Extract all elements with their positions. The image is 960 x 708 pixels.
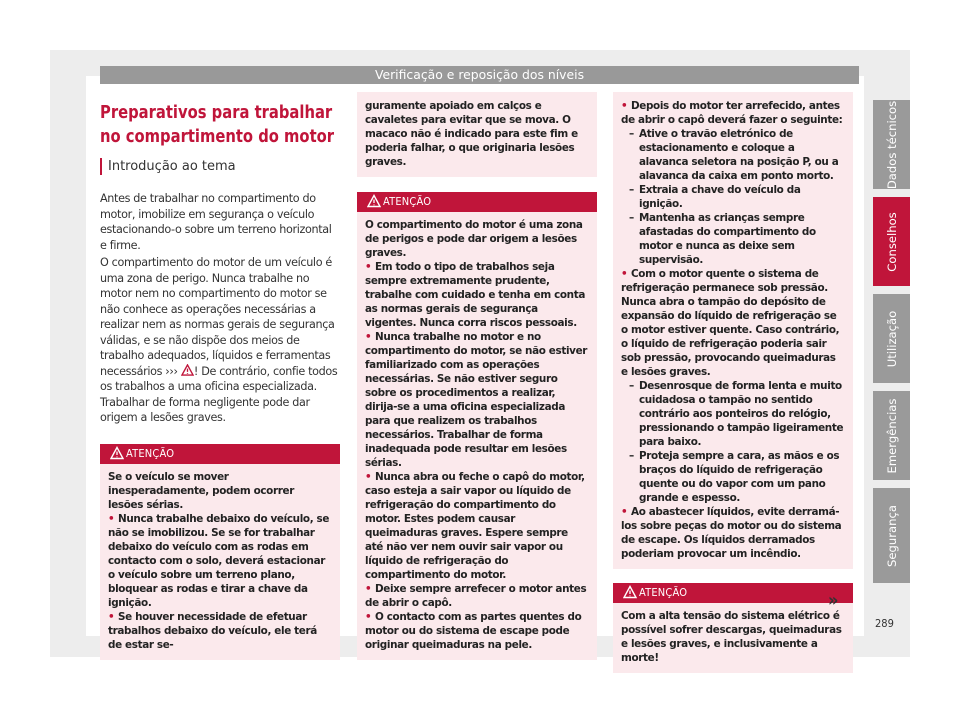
column-3 [613, 92, 853, 673]
intro-p2-text: O compartimento do motor de um veículo é uma zona de perigo. Nunca trabalhe no motor nem no compartimento do motor se não conhece as operações necessárias a realizar nem as normas gerais de segurança válidas, e se não dispõe dos meios de trabalho adequados, líquidos e ferramentas necessários [100, 256, 335, 378]
dash-icon: – [629, 212, 634, 224]
warning-item [365, 582, 589, 610]
tab-label: Conselhos [884, 211, 899, 272]
continuation-text: guramente apoiado em calços e cavaletes para evitar que se mova. O macaco não é indicado para este fim e poderia falhar, o que originaria lesões graves. [365, 100, 578, 168]
subitem-text: Extraia a chave do veículo da ignição. [639, 184, 801, 210]
bullet-icon: • [365, 611, 372, 623]
intro-paragraph-1: Antes de trabalhar no compartimento do motor, imobilize em segurança o veículo estacionando-o sobre um terreno horizontal e firme. [100, 192, 332, 252]
warning-item [365, 260, 589, 330]
bullet-icon: • [621, 268, 628, 280]
warning-subitem [621, 379, 845, 449]
bullet-icon: • [365, 471, 372, 483]
subitem-text: Proteja sempre a cara, as mãos e os braços do líquido de refrigeração quente ou do vapor com um pano grande e espesso. [639, 450, 840, 504]
subitem-text: Ative o travão eletrónico de estacionamento e coloque a alavanca seletora na posição P, ou a alavanca da caixa em ponto morto. [639, 128, 839, 182]
warning-item-text: Depois do motor ter arrefecido, antes de abrir o capô deverá fazer o seguinte: [621, 100, 843, 126]
warning-label: ATENÇÃO [383, 195, 432, 208]
warning-item-text: Ao abastecer líquidos, evite derramá-los sobre peças do motor ou do sistema de escape. Os líquidos derramados poderiam provocar um incêndio. [621, 506, 842, 560]
warning-triangle-icon [181, 364, 194, 376]
bullet-icon: • [365, 583, 372, 595]
bullet-icon: • [365, 331, 372, 343]
warning-item [621, 99, 845, 127]
warning-subitem [621, 211, 845, 267]
column-1 [100, 92, 340, 660]
warning-item-text: Com o motor quente o sistema de refrigeração permanece sob pressão. Nunca abra o tampão do depósito de expansão do líquido de refrigeração se o motor estiver quente. Caso contrário, o líquido de refrigeração poderia sair sob pressão, provocando queimaduras e lesões graves. [621, 268, 840, 378]
section-title-text: Preparativos para trabalhar no compartimento do motor [100, 102, 335, 147]
warning-item-text: Nunca trabalhe no motor e no compartimento do motor, se não estiver familiarizado com as operações necessárias. Se não estiver seguro sobre os procedimentos a realizar, dirija-se a uma oficina especializada para que realizem os trabalhos necessários. Trabalhar de forma inadequada pode resultar em lesões sérias. [365, 331, 588, 469]
tab-conselhos[interactable] [873, 197, 910, 286]
warning-item-text: Nunca trabalhe debaixo do veículo, se não se imobilizou. Se se for trabalhar debaixo do veículo com as rodas em contacto com o solo, deverá estacionar o veículo sobre um terreno plano, bloquear as rodas e tirar a chave da ignição. [108, 512, 330, 609]
subtitle-text: Introdução ao tema [108, 159, 236, 174]
warning-box-3 [613, 583, 853, 673]
warning-header [100, 444, 340, 464]
warning-label: ATENÇÃO [639, 586, 688, 599]
warning-item-text: Em todo o tipo de trabalhos seja sempre extremamente prudente, trabalhe com cuidado e tenha em conta as normas gerais de segurança vigentes. Nunca corra riscos pessoais. [365, 261, 585, 329]
dash-icon: – [629, 128, 634, 140]
tab-label: Dados técnicos [884, 100, 899, 189]
warning-continuation [613, 92, 853, 569]
warning-item [365, 610, 589, 652]
continue-arrow-icon: » [828, 590, 839, 611]
bullet-icon: • [621, 506, 628, 518]
bullet-icon: • [108, 610, 115, 623]
column-2 [357, 92, 597, 660]
warning-item [621, 505, 845, 561]
tab-label: Utilização [884, 310, 899, 367]
bullet-icon: • [621, 100, 628, 112]
warning-subitem [621, 449, 845, 505]
warning-body [100, 464, 340, 660]
bullet-icon: • [365, 261, 372, 273]
warning-item [108, 610, 332, 652]
tab-label: Segurança [884, 504, 899, 567]
warning-body [357, 212, 597, 660]
intro-p2-tail: ! De contrário, confie todos os trabalhos a uma oficina especializada. Trabalhar de forma negligente pode dar origem a lesões graves. [100, 364, 338, 424]
dash-icon: – [629, 184, 634, 196]
warning-subitem [621, 127, 845, 183]
dash-icon: – [629, 380, 634, 392]
warning-lead: Se o veículo se mover inesperadamente, podem ocorrer lesões sérias. [108, 470, 294, 511]
tab-utilizacao[interactable] [873, 294, 910, 383]
warning-text: Com a alta tensão do sistema elétrico é possível sofrer descargas, queimaduras e lesões graves, e inclusivamente a morte! [621, 610, 842, 664]
reference-arrow[interactable]: ››› [165, 364, 178, 378]
warning-box-2 [357, 192, 597, 660]
warning-item-text: Nunca abra ou feche o capô do motor, caso esteja a sair vapor ou líquido de refrigeração do compartimento do motor. Estes podem causar queimaduras graves. Espere sempre até não ver nem ouvir sair vapor ou líquido de refrigeração do compartimento do motor. [365, 471, 585, 581]
tab-dados-tecnicos[interactable] [873, 100, 910, 189]
tab-label: Emergências [884, 398, 899, 473]
dash-icon: – [629, 450, 634, 462]
warning-item-text: Se houver necessidade de efetuar trabalhos debaixo do veículo, ele terá de estar se- [108, 610, 317, 651]
continuation-body [613, 92, 853, 569]
warning-header [613, 583, 853, 603]
warning-triangle-icon [110, 446, 124, 460]
subitem-text: Desenrosque de forma lenta e muito cuidadosa o tampão no sentido contrário aos ponteiros do relógio, pressionando o tampão ligeiramente para baixo. [639, 380, 844, 448]
warning-item [108, 512, 332, 610]
warning-lead: O compartimento do motor é uma zona de perigos e pode dar origem a lesões graves. [365, 219, 583, 259]
warning-box-1 [100, 444, 340, 660]
tab-seguranca[interactable] [873, 488, 910, 583]
bullet-icon: • [108, 512, 115, 525]
section-title [100, 101, 335, 149]
warning-item-text: Deixe sempre arrefecer o motor antes de abrir o capô. [365, 583, 587, 609]
warning-item [621, 267, 845, 379]
warning-item-text: O contacto com as partes quentes do motor ou do sistema de escape pode originar queimaduras na pele. [365, 611, 582, 651]
intro-paragraph-2 [100, 255, 340, 426]
section-subtitle [100, 158, 340, 175]
warning-subitem [621, 183, 845, 211]
warning-item [365, 470, 589, 582]
tab-emergencias[interactable] [873, 391, 910, 480]
warning-label: ATENÇÃO [126, 446, 175, 460]
warning-triangle-icon [367, 194, 381, 208]
running-header: Verificação e reposição dos níveis [100, 66, 859, 84]
warning-continuation [357, 92, 597, 177]
page-number: 289 [875, 617, 894, 630]
warning-header [357, 192, 597, 212]
warning-item [365, 330, 589, 470]
subitem-text: Mantenha as crianças sempre afastadas do compartimento do motor e nunca as deixe sem supervisão. [639, 212, 816, 266]
warning-body [613, 603, 853, 673]
warning-triangle-icon [623, 585, 637, 599]
